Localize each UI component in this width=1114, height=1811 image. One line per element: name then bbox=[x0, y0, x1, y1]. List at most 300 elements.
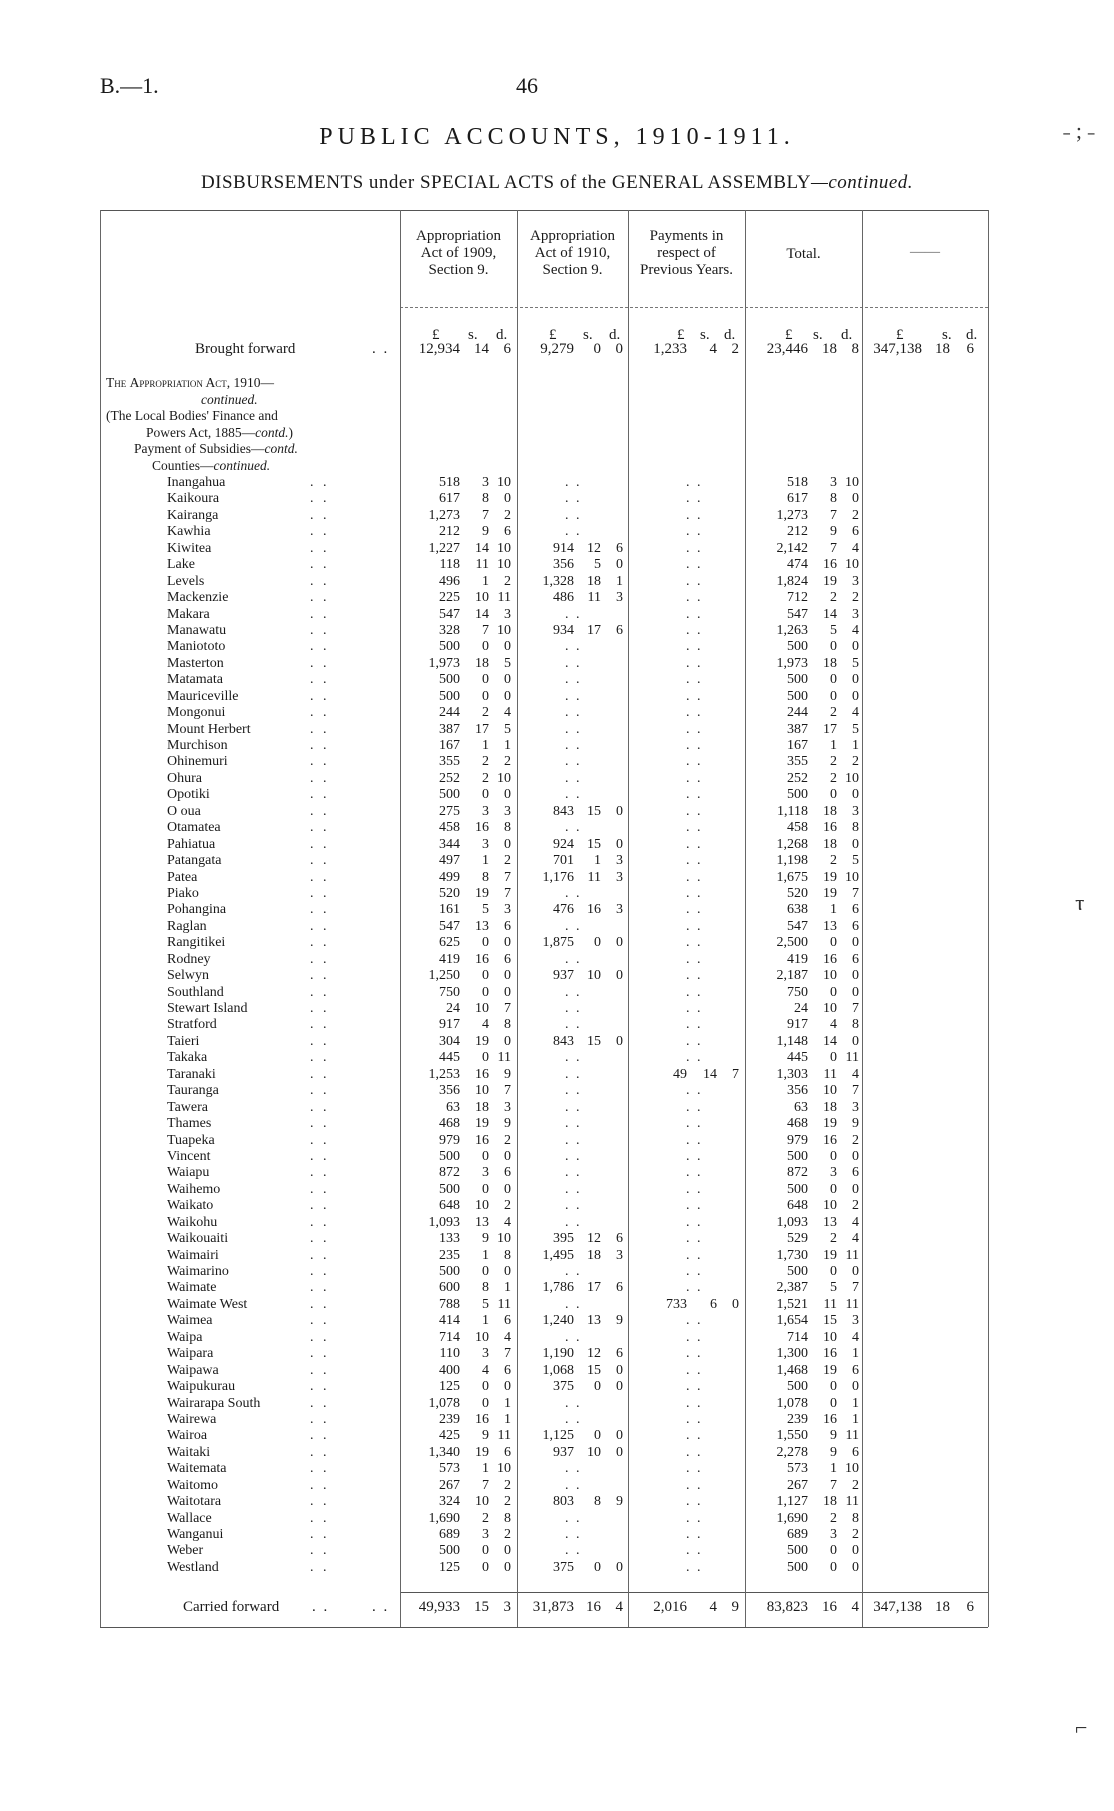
appropriation-1909-pence: 7 bbox=[504, 1083, 511, 1099]
appropriation-1910-shillings: 0 bbox=[594, 1559, 601, 1575]
dot-leader: . . bbox=[310, 1428, 330, 1444]
total-pounds: 212 bbox=[787, 524, 808, 540]
total-pence: 1 bbox=[852, 1411, 859, 1427]
table-row bbox=[0, 1494, 1114, 1510]
table-row bbox=[0, 1050, 1114, 1066]
local-bodies-line-2 bbox=[106, 425, 298, 442]
appropriation-1909-shillings: 7 bbox=[482, 622, 489, 638]
appropriation-1909-pence: 3 bbox=[504, 606, 511, 622]
table-row bbox=[0, 837, 1114, 853]
dot-leader: . . bbox=[310, 853, 330, 869]
appropriation-1909-shillings: 4 bbox=[482, 1017, 489, 1033]
appropriation-1909-shillings: 3 bbox=[482, 803, 489, 819]
total-pence: 10 bbox=[845, 475, 859, 490]
appropriation-1910-blank: . . bbox=[565, 1066, 582, 1082]
cf-c1-shillings: 15 bbox=[474, 1599, 489, 1615]
total-pounds: 979 bbox=[787, 1132, 808, 1148]
cf-c5-pence: 6 bbox=[966, 1599, 974, 1615]
bf-c5-pounds: 347,138 bbox=[873, 341, 922, 357]
subsidies-text: Payment of Subsidies— bbox=[134, 441, 265, 456]
local-bodies-line-1: (The Local Bodies' Finance and bbox=[106, 408, 278, 423]
county-name: Pohangina bbox=[167, 902, 227, 918]
county-name: Kiwitea bbox=[167, 540, 212, 556]
appropriation-1910-pence: 3 bbox=[616, 902, 623, 918]
local-bodies-text: Powers Act, 1885— bbox=[146, 424, 256, 440]
appropriation-1909-shillings: 0 bbox=[482, 1379, 489, 1395]
total-pounds: 1,198 bbox=[776, 853, 808, 869]
dot-leader: . . bbox=[310, 1362, 330, 1378]
appropriation-1909-pence: 4 bbox=[504, 1329, 511, 1345]
appropriation-1909-pence: 8 bbox=[504, 1017, 511, 1033]
carried-top-rule bbox=[400, 1592, 988, 1593]
pound-sign: £ bbox=[677, 327, 685, 343]
dot-leader: . . bbox=[310, 1543, 330, 1559]
header-previous-years bbox=[628, 228, 745, 279]
total-shillings: 16 bbox=[823, 1411, 837, 1427]
dot-leader: . . bbox=[310, 1395, 330, 1411]
total-pence: 3 bbox=[852, 606, 859, 622]
total-pence: 2 bbox=[852, 1198, 859, 1214]
table-row bbox=[0, 1543, 1114, 1559]
table-row bbox=[0, 1396, 1114, 1412]
appropriation-1909-shillings: 0 bbox=[482, 787, 489, 803]
appropriation-1909-pence: 0 bbox=[504, 836, 511, 852]
total-shillings: 19 bbox=[823, 1116, 837, 1132]
county-name: Inangahua bbox=[167, 475, 226, 490]
cf-c1-pence: 3 bbox=[503, 1599, 511, 1615]
appropriation-1909-pence: 1 bbox=[504, 1411, 511, 1427]
total-shillings: 2 bbox=[830, 853, 837, 869]
appropriation-1910-blank: . . bbox=[565, 1099, 582, 1115]
table-row bbox=[0, 870, 1114, 886]
county-name: Southland bbox=[167, 984, 224, 1000]
total-pence: 10 bbox=[845, 1461, 859, 1477]
total-pence: 0 bbox=[852, 836, 859, 852]
county-name: Waipa bbox=[167, 1329, 203, 1345]
appropriation-1909-shillings: 3 bbox=[482, 1346, 489, 1362]
appropriation-1910-blank: . . bbox=[565, 1527, 582, 1542]
appropriation-1909-pence: 2 bbox=[504, 507, 511, 523]
total-pounds: 387 bbox=[787, 721, 808, 737]
header-line: respect of bbox=[657, 245, 716, 261]
total-pounds: 500 bbox=[787, 1264, 808, 1279]
previous-years-pounds: 733 bbox=[666, 1296, 687, 1312]
appropriation-1909-shillings: 17 bbox=[475, 721, 489, 737]
total-pounds: 917 bbox=[787, 1017, 808, 1033]
table-row bbox=[0, 1511, 1114, 1527]
total-pounds: 2,500 bbox=[776, 935, 808, 951]
counties-contd: continued. bbox=[213, 457, 271, 473]
county-name: Wairewa bbox=[167, 1411, 217, 1427]
table-row bbox=[0, 1313, 1114, 1329]
county-name: Stewart Island bbox=[167, 1001, 248, 1016]
previous-years-blank: . . bbox=[686, 885, 703, 901]
total-shillings: 2 bbox=[830, 1231, 837, 1247]
previous-years-blank: . . bbox=[686, 491, 703, 507]
appropriation-1909-pence: 0 bbox=[504, 688, 511, 704]
total-pence: 0 bbox=[852, 639, 859, 655]
total-shillings: 13 bbox=[823, 918, 837, 934]
appropriation-1910-shillings: 0 bbox=[594, 935, 601, 951]
appropriation-1910-shillings: 13 bbox=[587, 1313, 601, 1329]
table-row bbox=[0, 1297, 1114, 1313]
dot-leader: . . bbox=[310, 491, 330, 507]
bf-c4-pence: 8 bbox=[851, 341, 859, 357]
county-name: Ohinemuri bbox=[167, 754, 228, 770]
previous-years-blank: . . bbox=[686, 540, 703, 556]
total-pence: 0 bbox=[852, 688, 859, 704]
bf-c2-pounds: 9,279 bbox=[540, 341, 574, 357]
table-row bbox=[0, 1560, 1114, 1576]
previous-years-blank: . . bbox=[686, 1395, 703, 1411]
bf-c1-pence: 6 bbox=[503, 341, 511, 357]
appropriation-1910-blank: . . bbox=[565, 1411, 582, 1427]
appropriation-1909-shillings: 3 bbox=[482, 836, 489, 852]
total-pence: 5 bbox=[852, 655, 859, 671]
county-name: Waitotara bbox=[167, 1494, 222, 1510]
total-pence: 4 bbox=[852, 1066, 859, 1082]
total-pounds: 1,273 bbox=[776, 507, 808, 523]
appropriation-1909-shillings: 16 bbox=[475, 951, 489, 967]
appropriation-1909-pence: 0 bbox=[504, 984, 511, 1000]
appropriation-1910-blank: . . bbox=[565, 918, 582, 934]
table-row bbox=[0, 1363, 1114, 1379]
appropriation-1909-pence: 0 bbox=[504, 935, 511, 951]
page-number: 46 bbox=[516, 73, 538, 98]
bf-c2-pence: 0 bbox=[615, 341, 623, 357]
table-row bbox=[0, 1231, 1114, 1247]
total-shillings: 0 bbox=[830, 1050, 837, 1066]
total-shillings: 2 bbox=[830, 705, 837, 721]
total-pence: 0 bbox=[852, 984, 859, 1000]
shilling-sign: s. bbox=[942, 327, 952, 343]
appropriation-1909-pounds: 750 bbox=[439, 984, 460, 1000]
previous-years-shillings: 14 bbox=[703, 1066, 717, 1082]
appropriation-1910-shillings: 17 bbox=[587, 622, 601, 638]
appropriation-1909-pounds: 63 bbox=[446, 1099, 460, 1115]
total-shillings: 18 bbox=[823, 655, 837, 671]
table-row bbox=[0, 1264, 1114, 1280]
dot-leader: . . bbox=[310, 475, 330, 490]
appropriation-1909-pounds: 497 bbox=[439, 853, 460, 869]
previous-years-blank: . . bbox=[686, 655, 703, 671]
bf-c4-pounds: 23,446 bbox=[766, 341, 808, 357]
previous-years-blank: . . bbox=[686, 1411, 703, 1427]
previous-years-blank: . . bbox=[686, 672, 703, 688]
total-shillings: 11 bbox=[823, 1066, 837, 1082]
page-title: PUBLIC ACCOUNTS, 1910-1911. bbox=[319, 124, 795, 150]
appropriation-1909-pence: 2 bbox=[504, 1132, 511, 1148]
appropriation-1909-pounds: 1,078 bbox=[428, 1395, 460, 1411]
counties-line bbox=[106, 458, 298, 475]
total-shillings: 10 bbox=[823, 1083, 837, 1099]
total-pence: 0 bbox=[852, 1543, 859, 1559]
previous-years-blank: . . bbox=[686, 1444, 703, 1460]
brought-forward-leader: . . bbox=[372, 341, 390, 357]
county-name: Piako bbox=[167, 885, 199, 901]
total-pence: 8 bbox=[852, 820, 859, 836]
bf-c1-shillings: 14 bbox=[474, 341, 489, 357]
total-pounds: 2,142 bbox=[776, 540, 808, 556]
appropriation-1909-pounds: 872 bbox=[439, 1165, 460, 1181]
appropriation-1909-pounds: 267 bbox=[439, 1477, 460, 1493]
appropriation-1909-pence: 7 bbox=[504, 885, 511, 901]
county-name: Takaka bbox=[167, 1050, 208, 1066]
total-shillings: 0 bbox=[830, 1148, 837, 1164]
dot-leader: . . bbox=[310, 1329, 330, 1345]
dot-leader: . . bbox=[310, 754, 330, 770]
appropriation-1909-pounds: 500 bbox=[439, 1543, 460, 1559]
table-row bbox=[0, 557, 1114, 573]
appropriation-1909-shillings: 0 bbox=[482, 1559, 489, 1575]
previous-years-blank: . . bbox=[686, 1198, 703, 1214]
dot-leader: . . bbox=[310, 869, 330, 885]
pence-sign: d. bbox=[841, 327, 853, 343]
appropriation-1909-shillings: 1 bbox=[482, 573, 489, 589]
total-pounds: 1,078 bbox=[776, 1395, 808, 1411]
table-row bbox=[0, 508, 1114, 524]
appropriation-1909-shillings: 16 bbox=[475, 1411, 489, 1427]
appropriation-1910-blank: . . bbox=[565, 606, 582, 622]
previous-years-pence: 7 bbox=[732, 1066, 739, 1082]
total-shillings: 7 bbox=[830, 540, 837, 556]
appropriation-1909-shillings: 5 bbox=[482, 1296, 489, 1312]
county-name: Waitomo bbox=[167, 1477, 218, 1493]
table-row bbox=[0, 1248, 1114, 1264]
bf-c2-shillings: 0 bbox=[593, 341, 601, 357]
appropriation-1909-pounds: 133 bbox=[439, 1231, 460, 1247]
county-name: Lake bbox=[167, 557, 195, 573]
appropriation-1909-pence: 3 bbox=[504, 803, 511, 819]
subtitle-suffix: —continued. bbox=[810, 172, 914, 193]
dot-leader: . . bbox=[310, 787, 330, 803]
appropriation-1909-pounds: 496 bbox=[439, 573, 460, 589]
total-pence: 3 bbox=[852, 573, 859, 589]
dot-leader: . . bbox=[310, 1198, 330, 1214]
total-pounds: 714 bbox=[787, 1329, 808, 1345]
dot-leader: . . bbox=[310, 1050, 330, 1066]
previous-years-blank: . . bbox=[686, 1099, 703, 1115]
dot-leader: . . bbox=[310, 655, 330, 671]
county-name: Kaikoura bbox=[167, 491, 220, 507]
appropriation-1909-pence: 11 bbox=[497, 590, 511, 606]
appropriation-1909-pence: 5 bbox=[504, 655, 511, 671]
appropriation-1910-blank: . . bbox=[565, 1477, 582, 1493]
appropriation-1909-pence: 11 bbox=[497, 1296, 511, 1312]
table-row bbox=[0, 1198, 1114, 1214]
appropriation-1910-blank: . . bbox=[565, 754, 582, 770]
county-name: Taieri bbox=[167, 1033, 200, 1049]
total-pounds: 1,654 bbox=[776, 1313, 808, 1329]
appropriation-1909-pounds: 979 bbox=[439, 1132, 460, 1148]
total-pence: 6 bbox=[852, 1165, 859, 1181]
county-name: Waipukurau bbox=[167, 1379, 236, 1395]
appropriation-1909-pence: 2 bbox=[504, 1477, 511, 1493]
total-shillings: 4 bbox=[830, 1017, 837, 1033]
appropriation-1909-pounds: 500 bbox=[439, 1181, 460, 1197]
total-shillings: 1 bbox=[830, 738, 837, 753]
dot-leader: . . bbox=[310, 836, 330, 852]
appropriation-1909-pounds: 714 bbox=[439, 1329, 460, 1345]
appropriation-1909-shillings: 1 bbox=[482, 1461, 489, 1477]
dot-leader: . . bbox=[310, 1017, 330, 1033]
subsidies-line bbox=[106, 441, 298, 458]
total-shillings: 2 bbox=[830, 754, 837, 770]
appropriation-1910-shillings: 15 bbox=[587, 836, 601, 852]
total-shillings: 16 bbox=[823, 820, 837, 836]
table-row bbox=[0, 1527, 1114, 1543]
previous-years-blank: . . bbox=[686, 590, 703, 606]
dot-leader: . . bbox=[310, 1083, 330, 1099]
carried-forward-leader-2: . . bbox=[372, 1599, 390, 1615]
dot-leader: . . bbox=[310, 1033, 330, 1049]
pence-sign: d. bbox=[724, 327, 736, 343]
appropriation-1909-pence: 7 bbox=[504, 1346, 511, 1362]
previous-years-blank: . . bbox=[686, 1214, 703, 1230]
table-row bbox=[0, 754, 1114, 770]
scan-mark-middle: ⲧ bbox=[1075, 890, 1085, 915]
previous-years-shillings: 6 bbox=[710, 1296, 717, 1312]
appropriation-1909-pence: 2 bbox=[504, 1527, 511, 1542]
table-row bbox=[0, 1346, 1114, 1362]
appropriation-1910-shillings: 16 bbox=[587, 902, 601, 918]
appropriation-1909-pounds: 520 bbox=[439, 885, 460, 901]
appropriation-1909-pounds: 600 bbox=[439, 1280, 460, 1296]
bf-c4-shillings: 18 bbox=[822, 341, 837, 357]
appropriation-1909-shillings: 2 bbox=[482, 1510, 489, 1526]
cf-c2-pence: 4 bbox=[615, 1599, 623, 1615]
total-pounds: 1,127 bbox=[776, 1494, 808, 1510]
appropriation-1910-blank: . . bbox=[565, 672, 582, 688]
page-subtitle bbox=[0, 172, 1114, 194]
appropriation-1909-pence: 0 bbox=[504, 1379, 511, 1395]
table-row bbox=[0, 689, 1114, 705]
appropriation-1909-shillings: 0 bbox=[482, 984, 489, 1000]
previous-years-blank: . . bbox=[686, 1428, 703, 1444]
appropriation-1909-shillings: 8 bbox=[482, 1280, 489, 1296]
total-shillings: 1 bbox=[830, 902, 837, 918]
previous-years-blank: . . bbox=[686, 1165, 703, 1181]
county-name: Thames bbox=[167, 1116, 212, 1132]
previous-years-blank: . . bbox=[686, 1247, 703, 1263]
appropriation-1910-pence: 6 bbox=[616, 1231, 623, 1247]
appropriation-1909-shillings: 14 bbox=[475, 606, 489, 622]
total-shillings: 19 bbox=[823, 869, 837, 885]
total-pounds: 500 bbox=[787, 639, 808, 655]
previous-years-blank: . . bbox=[686, 1543, 703, 1559]
appropriation-1909-shillings: 1 bbox=[482, 853, 489, 869]
total-pence: 10 bbox=[845, 869, 859, 885]
appropriation-1909-pence: 0 bbox=[504, 491, 511, 507]
shilling-sign: s. bbox=[813, 327, 823, 343]
previous-years-blank: . . bbox=[686, 1001, 703, 1016]
total-pence: 7 bbox=[852, 1001, 859, 1016]
table-row bbox=[0, 1034, 1114, 1050]
table-row bbox=[0, 952, 1114, 968]
county-name: Kawhia bbox=[167, 524, 211, 540]
previous-years-blank: . . bbox=[686, 507, 703, 523]
county-name: Weber bbox=[167, 1543, 204, 1559]
total-pounds: 518 bbox=[787, 475, 808, 490]
table-row bbox=[0, 1100, 1114, 1116]
cf-c4-pounds: 83,823 bbox=[766, 1599, 808, 1615]
total-pounds: 500 bbox=[787, 672, 808, 688]
total-shillings: 7 bbox=[830, 507, 837, 523]
county-name: Stratford bbox=[167, 1017, 217, 1033]
table-row bbox=[0, 787, 1114, 803]
table-row bbox=[0, 1461, 1114, 1477]
appropriation-1909-shillings: 0 bbox=[482, 935, 489, 951]
appropriation-1910-blank: . . bbox=[565, 639, 582, 655]
total-shillings: 7 bbox=[830, 1477, 837, 1493]
header-grand-total: —— bbox=[910, 244, 940, 260]
appropriation-1909-shillings: 0 bbox=[482, 1181, 489, 1197]
county-name: Vincent bbox=[167, 1148, 211, 1164]
previous-years-blank: . . bbox=[686, 622, 703, 638]
dot-leader: . . bbox=[310, 1099, 330, 1115]
total-pence: 8 bbox=[852, 1017, 859, 1033]
total-pence: 6 bbox=[852, 1444, 859, 1460]
total-shillings: 8 bbox=[830, 491, 837, 507]
total-pounds: 500 bbox=[787, 1543, 808, 1559]
appropriation-1910-pounds: 937 bbox=[553, 1444, 574, 1460]
dot-leader: . . bbox=[310, 935, 330, 951]
appropriation-1910-blank: . . bbox=[565, 1198, 582, 1214]
appropriation-1910-pence: 3 bbox=[616, 869, 623, 885]
dot-leader: . . bbox=[310, 803, 330, 819]
scan-mark-bottom: ⌐ bbox=[1075, 1715, 1088, 1740]
appropriation-1910-blank: . . bbox=[565, 787, 582, 803]
appropriation-1909-pounds: 518 bbox=[439, 475, 460, 490]
total-pounds: 500 bbox=[787, 1148, 808, 1164]
table-row bbox=[0, 886, 1114, 902]
appropriation-1909-pence: 0 bbox=[504, 968, 511, 984]
table-row bbox=[0, 1412, 1114, 1428]
county-name: Manawatu bbox=[167, 622, 227, 638]
total-pence: 2 bbox=[852, 507, 859, 523]
total-pounds: 267 bbox=[787, 1477, 808, 1493]
table-row bbox=[0, 1149, 1114, 1165]
total-pounds: 1,550 bbox=[776, 1428, 808, 1444]
appropriation-1910-blank: . . bbox=[565, 1165, 582, 1181]
county-name: Waitaki bbox=[167, 1444, 211, 1460]
previous-years-blank: . . bbox=[686, 1017, 703, 1033]
appropriation-1910-shillings: 0 bbox=[594, 1428, 601, 1444]
previous-years-blank: . . bbox=[686, 836, 703, 852]
appropriation-1909-pounds: 387 bbox=[439, 721, 460, 737]
total-pounds: 500 bbox=[787, 1379, 808, 1395]
county-name: Wanganui bbox=[167, 1527, 224, 1542]
appropriation-1910-blank: . . bbox=[565, 1461, 582, 1477]
pound-sign: £ bbox=[549, 327, 557, 343]
cf-c3-pounds: 2,016 bbox=[653, 1599, 687, 1615]
cf-c3-pence: 9 bbox=[731, 1599, 739, 1615]
total-pounds: 419 bbox=[787, 951, 808, 967]
pound-sign: £ bbox=[896, 327, 904, 343]
appropriation-1910-blank: . . bbox=[565, 1181, 582, 1197]
table-row bbox=[0, 919, 1114, 935]
appropriation-1909-pounds: 1,340 bbox=[428, 1444, 460, 1460]
total-pence: 4 bbox=[852, 1231, 859, 1247]
appropriation-1909-shillings: 1 bbox=[482, 738, 489, 753]
previous-years-blank: . . bbox=[686, 1461, 703, 1477]
appropriation-1909-pence: 0 bbox=[504, 1543, 511, 1559]
brought-forward-text: Brought forward bbox=[195, 341, 296, 357]
act-name: Appropriation Act bbox=[129, 375, 227, 390]
act-title-line bbox=[106, 375, 298, 392]
appropriation-1910-blank: . . bbox=[565, 688, 582, 704]
appropriation-1909-pence: 6 bbox=[504, 1165, 511, 1181]
